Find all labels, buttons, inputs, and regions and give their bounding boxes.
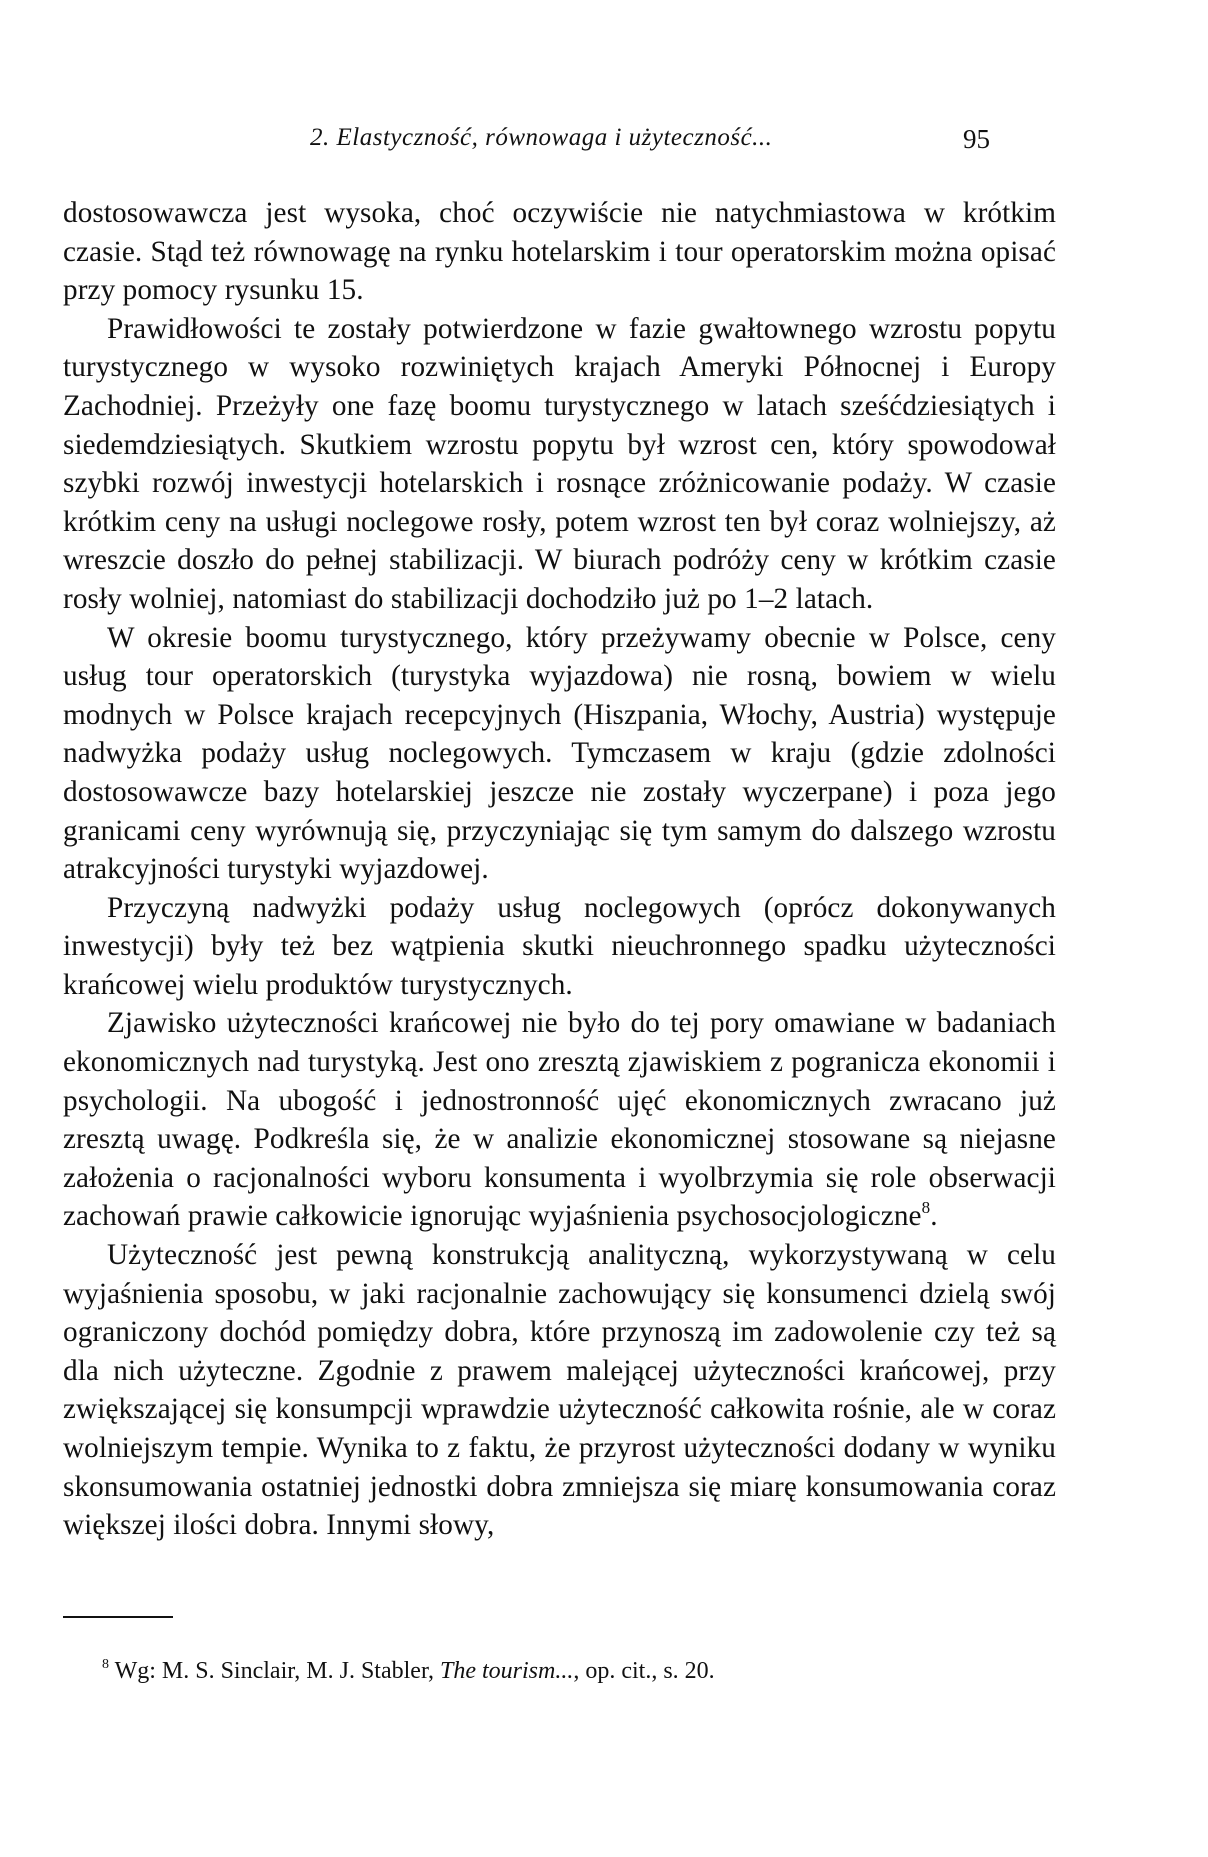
page-number: 95 [963,124,990,154]
running-title: 2. Elastyczność, równowaga i użyteczność... [310,124,773,151]
footnote-text-after: , op. cit., s. 20. [573,1658,715,1684]
footnote [102,1656,1052,1686]
running-header [310,124,990,164]
paragraph-5-end: . [930,1200,938,1233]
paragraph-3: W okresie boomu turystycznego, który przeżywamy obecnie w Polsce, ceny usług tour operatorskich (turystyka wyjazdowa) nie rosną, bowiem w wielu modnych w Polsce krajach recepcyjnych (Hiszpania, Włochy, Austria) występuje nadwyżka podaży usług noclegowych. Tymczasem w kraju (gdzie zdolności dostosowawcze bazy hotelarskiej jeszcze nie zostały wyczerpane) i poza jego granicami ceny wyrównują się, przyczyniając się tym samym do dalszego wzrostu atrakcyjności turystyki wyjazdowej. [63,621,1056,886]
paragraph-5 [63,1004,1056,1236]
paragraph-2: Prawidłowości te zostały potwierdzone w fazie gwałtownego wzrostu popytu turystycznego w wysoko rozwiniętych krajach Ameryki Północnej i Europy Zachodniej. Przeżyły one fazę boomu turystycznego w latach sześćdziesiątych i siedemdziesiątych. Skutkiem wzrostu popytu był wzrost cen, który spowodował szybki rozwój inwestycji hotelarskich i rosnące zróżnicowanie podaży. W czasie krótkim ceny na usługi noclegowe rosły, potem wzrost ten był coraz wolniejszy, aż wreszcie doszło do pełnej stabilizacji. W biurach podróży ceny w krótkim czasie rosły wolniej, natomiast do stabilizacji dochodziło już po 1–2 latach. [63,312,1056,615]
paragraph-1: dostosowawcza jest wysoka, choć oczywiście nie natychmiastowa w krótkim czasie. Stąd też równowagę na rynku hotelarskim i tour operatorskim można opisać przy pomocy rysunku 15. [63,197,1056,307]
footnote-reference[interactable]: 8 [921,1198,931,1218]
body-text [63,194,1056,1545]
footnote-number: 8 [102,1657,109,1672]
footnote-text-before: Wg: M. S. Sinclair, M. J. Stabler, [114,1658,440,1684]
footnote-book-title: The tourism... [439,1658,574,1684]
footnote-divider [63,1616,173,1618]
paragraph-5-text: Zjawisko użyteczności krańcowej nie było do tej pory omawiane w badaniach ekonomicznych nad turystyką. Jest ono zresztą zjawiskiem z pogranicza ekonomii i psychologii. Na ubogość i jednostronność ujęć ekonomicznych zwracano już zresztą uwagę. Podkreśla się, że w analizie ekonomicznej stosowane są niejasne założenia o racjonalności wyboru konsumenta i wyolbrzymia się role obserwacji zachowań prawie całkowicie ignorując wyjaśnienia psychosocjologiczne [63,1007,1056,1233]
paragraph-4: Przyczyną nadwyżki podaży usług noclegowych (oprócz dokonywanych inwestycji) były też bez wątpienia skutki nieuchronnego spadku użyteczności krańcowej wielu produktów turystycznych. [63,891,1056,1001]
paragraph-6: Użyteczność jest pewną konstrukcją analityczną, wykorzystywaną w celu wyjaśnienia sposobu, w jaki racjonalnie zachowujący się konsumenci dzielą swój ograniczony dochód pomiędzy dobra, które przynoszą im zadowolenie czy też są dla nich użyteczne. Zgodnie z prawem malejącej użyteczności krańcowej, przy zwiększającej się konsumpcji wprawdzie użyteczność całkowita rośnie, ale w coraz wolniejszym tempie. Wynika to z faktu, że przyrost użyteczności dodany w wyniku skonsumowania ostatniej jednostki dobra zmniejsza się miarę konsumowania coraz większej ilości dobra. Innymi słowy, [63,1239,1056,1542]
